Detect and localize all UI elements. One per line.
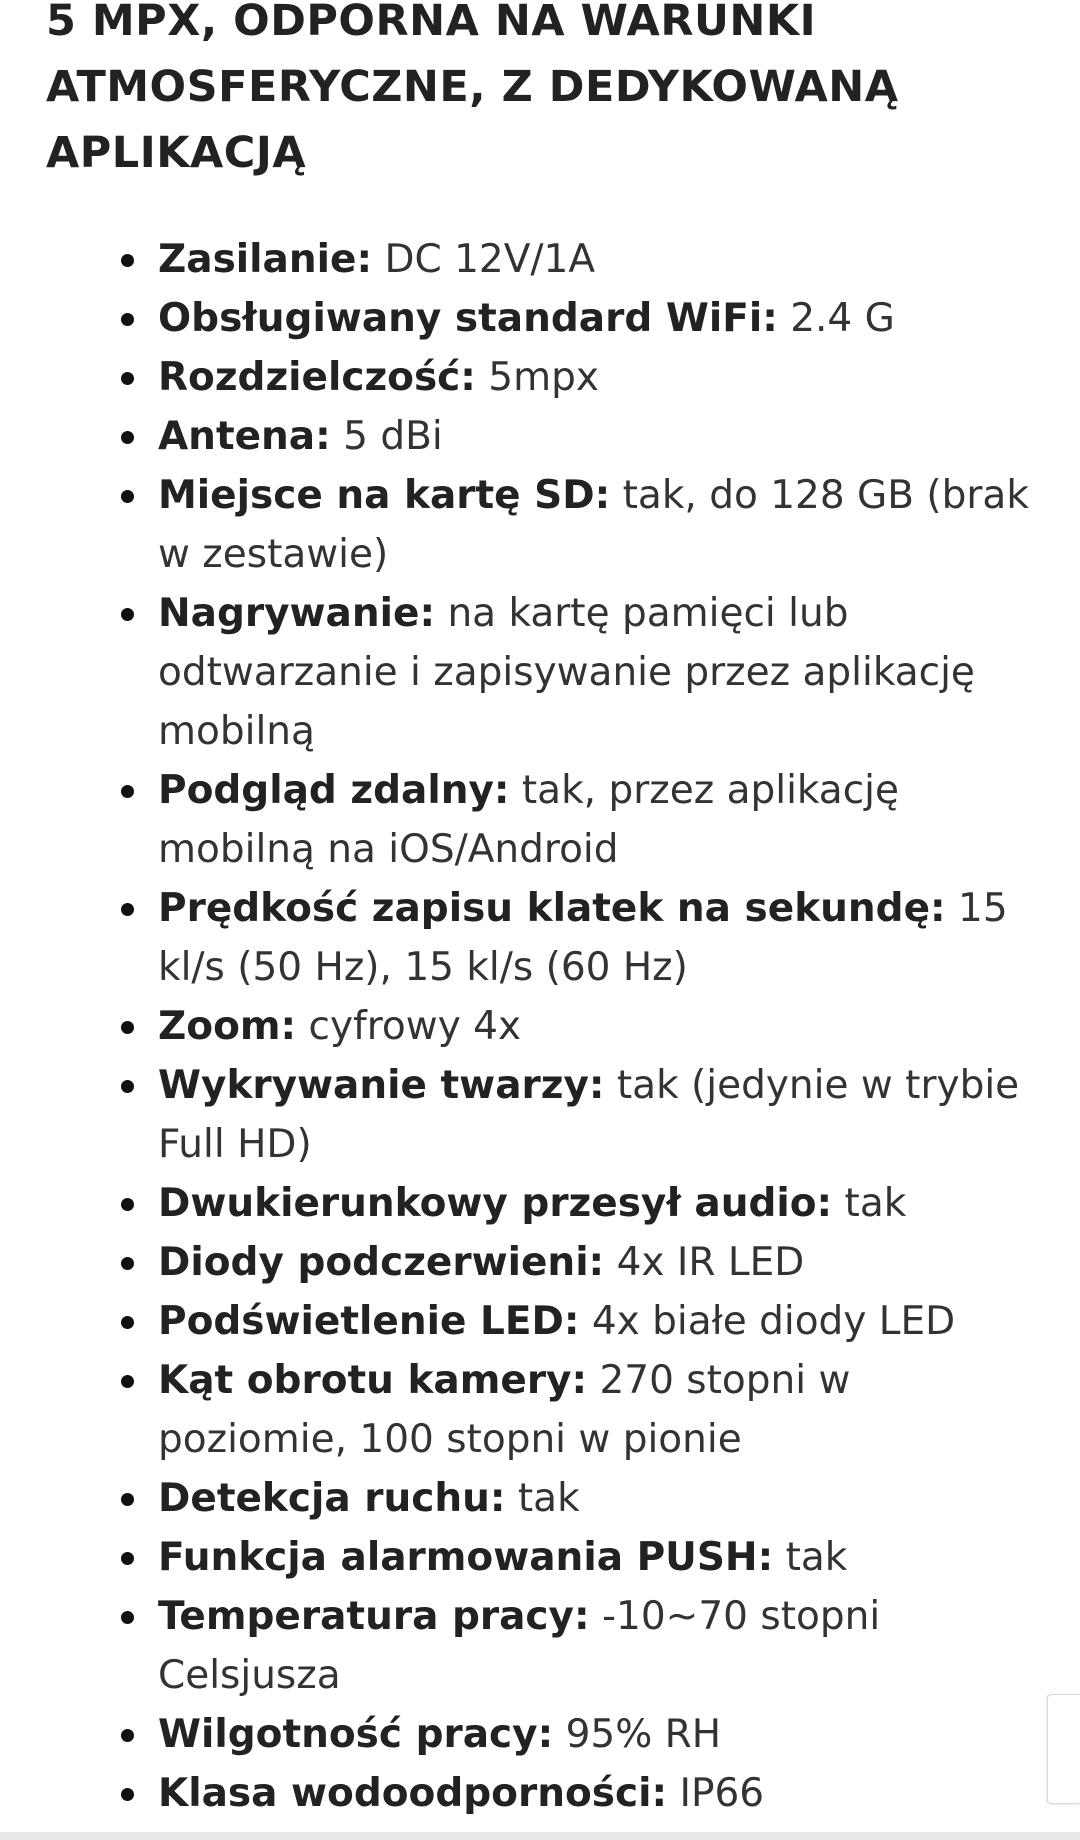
bullet-icon [121,1552,134,1565]
spec-label: Kąt obrotu kamery: [158,1358,588,1403]
spec-label: Prędkość zapisu klatek na sekundę: [158,886,946,931]
spec-value: 95% RH [553,1712,722,1757]
spec-item-push [158,1528,1038,1587]
bullet-icon [121,313,134,326]
spec-value: na kartę pamięci lub odtwarzanie i zapisywanie przez aplikację mobilną [158,591,975,754]
spec-label: Antena: [158,414,331,459]
bullet-icon [121,1611,134,1624]
spec-item-rozdzielczosc [158,348,1038,407]
spec-value: -10~70 stopni Celsjusza [158,1594,881,1698]
side-floating-widget[interactable] [1047,1694,1080,1804]
spec-value: 4x białe diody LED [579,1299,956,1344]
spec-label: Dwukierunkowy przesył audio: [158,1181,833,1226]
spec-value: IP66 [667,1771,765,1816]
spec-item-wodoodpornosc [158,1764,1038,1823]
bullet-icon [121,785,134,798]
spec-value: tak, przez aplikację mobilną na iOS/Android [158,768,899,872]
spec-label: Diody podczerwieni: [158,1240,605,1285]
spec-value: DC 12V/1A [372,237,596,282]
bullet-icon [121,1493,134,1506]
spec-item-wifi [158,289,1038,348]
bullet-icon [121,431,134,444]
spec-label: Detekcja ruchu: [158,1476,506,1521]
spec-item-podglad-zdalny [158,761,1038,879]
spec-value: tak [505,1476,580,1521]
spec-item-zasilanie [158,230,1038,289]
spec-label: Rozdzielczość: [158,355,476,400]
bullet-icon [121,1316,134,1329]
bullet-icon [121,254,134,267]
bullet-icon [121,608,134,621]
bullet-icon [121,903,134,916]
bullet-icon [121,1198,134,1211]
spec-label: Podświetlenie LED: [158,1299,580,1344]
spec-value: 270 stopni w poziomie, 100 stopni w pionie [158,1358,851,1462]
spec-list [158,230,1038,1823]
spec-value: tak [773,1535,848,1580]
bullet-icon [121,372,134,385]
bullet-icon [121,1729,134,1742]
spec-label: Zoom: [158,1004,297,1049]
spec-item-wilgotnosc [158,1705,1038,1764]
spec-item-kat-obrotu [158,1351,1038,1469]
spec-value: 2.4 G [777,296,895,341]
bullet-icon [121,1021,134,1034]
spec-value: 5mpx [475,355,599,400]
spec-item-podswietlenie [158,1292,1038,1351]
spec-label: Nagrywanie: [158,591,436,636]
spec-item-antena [158,407,1038,466]
spec-label: Klasa wodoodporności: [158,1771,668,1816]
section-heading: 5 MPX, ODPORNA NA WARUNKI ATMOSFERYCZNE, Z DEDYKOWANĄ APLIKACJĄ [46,0,899,178]
bottom-divider [0,1832,1080,1840]
bullet-icon [121,1788,134,1801]
spec-value: cyfrowy 4x [296,1004,522,1049]
spec-value: 15 kl/s (50 Hz), 15 kl/s (60 Hz) [158,886,1008,990]
spec-value: 5 dBi [330,414,443,459]
spec-item-fps [158,879,1038,997]
spec-label: Wykrywanie twarzy: [158,1063,605,1108]
spec-label: Obsługiwany standard WiFi: [158,296,778,341]
spec-item-karta-sd [158,466,1038,584]
spec-item-zoom [158,997,1038,1056]
spec-value: tak (jedynie w trybie Full HD) [158,1063,1020,1167]
spec-label: Funkcja alarmowania PUSH: [158,1535,774,1580]
spec-item-nagrywanie [158,584,1038,761]
spec-label: Wilgotność pracy: [158,1712,554,1757]
spec-label: Podgląd zdalny: [158,768,510,813]
spec-item-temperatura [158,1587,1038,1705]
spec-value: tak [832,1181,907,1226]
bullet-icon [121,1375,134,1388]
spec-label: Temperatura pracy: [158,1594,590,1639]
spec-item-detekcja-ruchu [158,1469,1038,1528]
spec-item-audio [158,1174,1038,1233]
spec-item-wykrywanie-twarzy [158,1056,1038,1174]
spec-value: tak, do 128 GB (brak w zestawie) [158,473,1029,577]
spec-item-diody-ir [158,1233,1038,1292]
bullet-icon [121,490,134,503]
bullet-icon [121,1080,134,1093]
bullet-icon [121,1257,134,1270]
spec-label: Miejsce na kartę SD: [158,473,611,518]
spec-label: Zasilanie: [158,237,373,282]
spec-value: 4x IR LED [604,1240,805,1285]
